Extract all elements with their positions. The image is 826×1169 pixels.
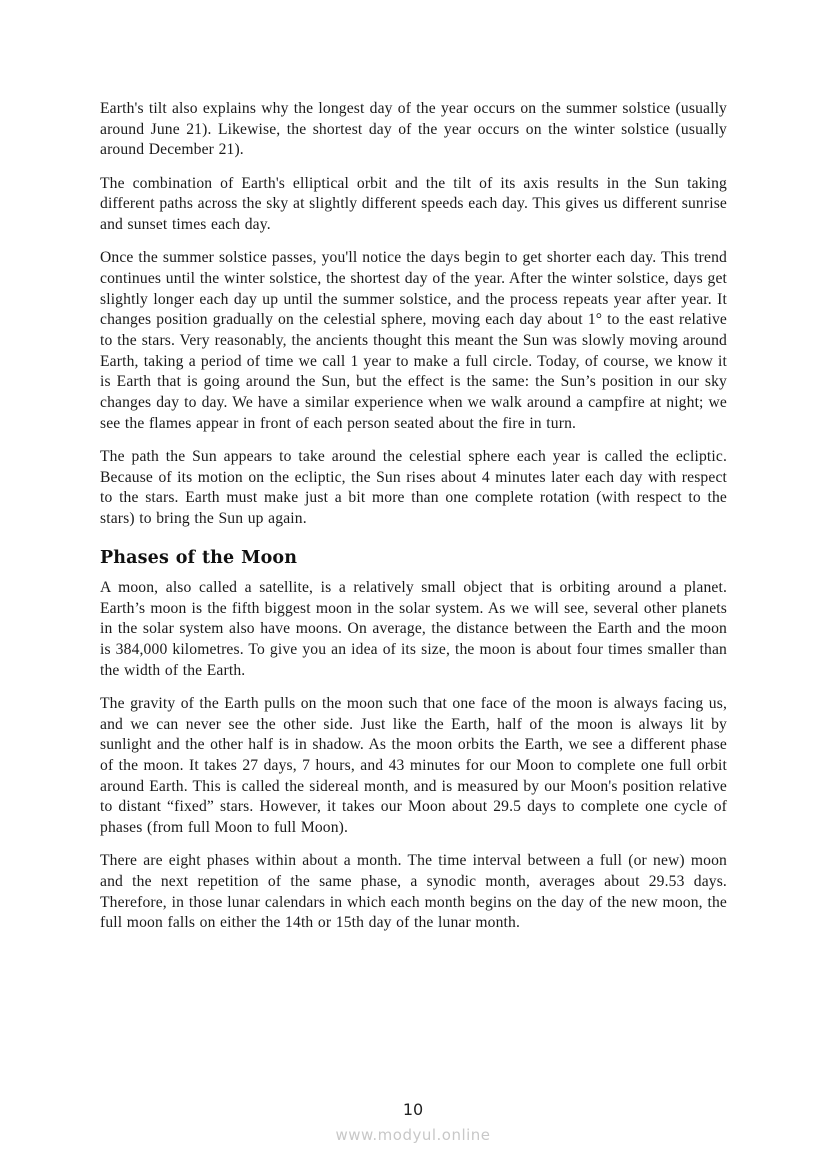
paragraph: Earth's tilt also explains why the longest day of the year occurs on the summer solstice (usually around June 21). Likewise, the shortest day of the year occurs on the winter solstice (usually around December 21). <box>100 100 727 159</box>
watermark: www.modyul.online <box>335 1126 491 1144</box>
page-number: 10 <box>402 1100 424 1119</box>
section-heading: Phases of the Moon <box>100 547 298 568</box>
paragraph: Once the summer solstice passes, you'll notice the days begin to get shorter each day. This trend continues until the winter solstice, the shortest day of the year. After the winter solstice, days get slightly longer each day up until the summer solstice, and the process repeats year after year. It changes position gradually on the celestial sphere, moving each day about 1° to the east relative to the stars. Very reasonably, the ancients thought this meant the Sun was slowly moving around Earth, taking a period of time we call 1 year to make a full circle. Today, of course, we know it is Earth that is going around the Sun, but the effect is the same: the Sun’s position in our sky changes day to day. We have a similar experience when we walk around a campfire at night; we see the flames appear in front of each person seated about the fire in turn. <box>100 249 727 432</box>
paragraph: The gravity of the Earth pulls on the moon such that one face of the moon is always facing us, and we can never see the other side. Just like the Earth, half of the moon is always lit by sunlight and the other half is in shadow. As the moon orbits the Earth, we see a different phase of the moon. It takes 27 days, 7 hours, and 43 minutes for our Moon to complete one full orbit around Earth. This is called the sidereal month, and is measured by our Moon's position relative to distant “fixed” stars. However, it takes our Moon about 29.5 days to complete one cycle of phases (from full Moon to full Moon). <box>100 694 727 837</box>
document-body <box>100 99 727 947</box>
paragraph: The combination of Earth's elliptical orbit and the tilt of its axis results in the Sun taking different paths across the sky at slightly different speeds each day. This gives us different sunrise and sunset times each day. <box>100 174 727 234</box>
paragraph: A moon, also called a satellite, is a relatively small object that is orbiting around a planet. Earth’s moon is the fifth biggest moon in the solar system. As we will see, several other planets in the solar system also have moons. On average, the distance between the Earth and the moon is 384,000 kilometres. To give you an idea of its size, the moon is about four times smaller than the width of the Earth. <box>100 578 727 679</box>
paragraph: The path the Sun appears to take around the celestial sphere each year is called the ecliptic. Because of its motion on the ecliptic, the Sun rises about 4 minutes later each day with respect to the stars. Earth must make just a bit more than one complete rotation (with respect to the stars) to bring the Sun up again. <box>100 448 727 528</box>
paragraph: There are eight phases within about a month. The time interval between a full (or new) moon and the next repetition of the same phase, a synodic month, averages about 29.53 days. Therefore, in those lunar calendars in which each month begins on the day of the new moon, the full moon falls on either the 14th or 15th day of the lunar month. <box>100 852 727 932</box>
